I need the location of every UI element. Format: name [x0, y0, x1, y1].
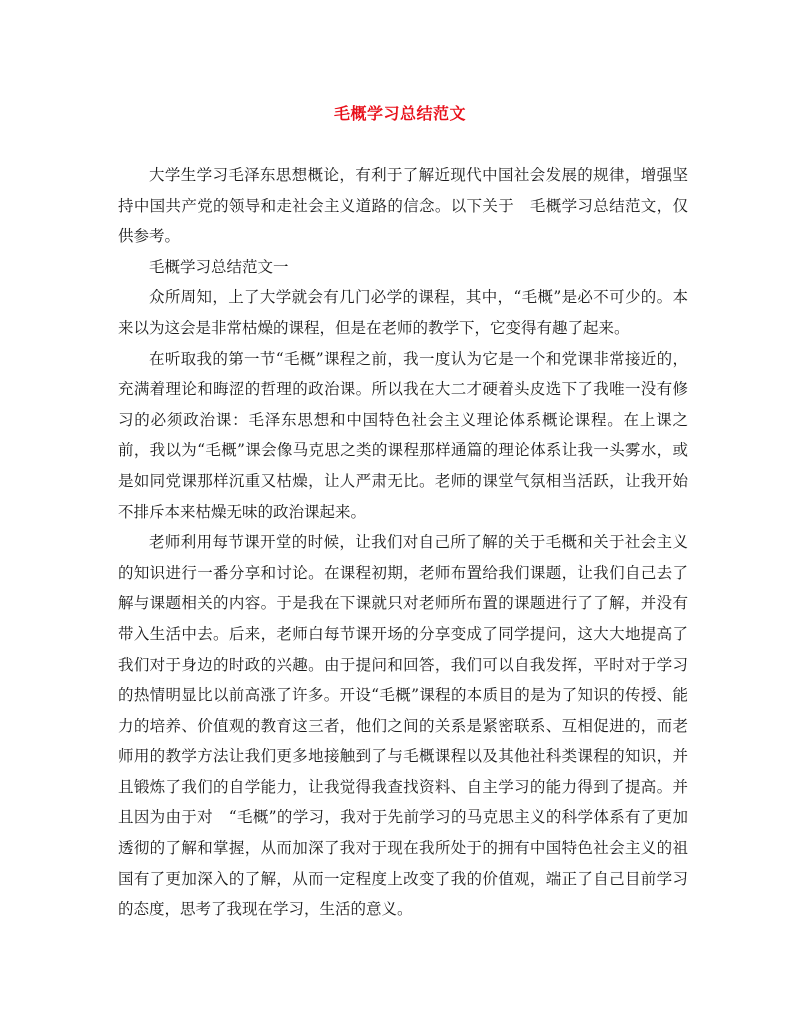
document-body: [118, 160, 688, 925]
body-paragraph: 在听取我的第一节“毛概”课程之前，我一度认为它是一个和党课非常接近的，充满着理论和晦涩的哲理的政治课。所以我在大二才硬着头皮选下了我唯一没有修习的必须政治课：毛泽东思想和中国特色社会主义理论体系概论课程。在上课之前，我以为“毛概”课会像马克思之类的课程那样通篇的理论体系让我一头雾水，或是如同党课那样沉重又枯燥，让人严肃无比。老师的课堂气氛相当活跃，让我开始不排斥本来枯燥无味的政治课起来。: [118, 349, 688, 521]
intro-paragraph: 大学生学习毛泽东思想概论，有利于了解近现代中国社会发展的规律，增强坚持中国共产党的领导和走社会主义道路的信念。以下关于 毛概学习总结范文，仅供参考。: [118, 166, 688, 246]
section-heading: 毛概学习总结范文一: [149, 257, 289, 276]
body-paragraph: 众所周知，上了大学就会有几门必学的课程，其中，“毛概”是必不可少的。本来以为这会是非常枯燥的课程，但是在老师的教学下，它变得有趣了起来。: [118, 288, 688, 337]
body-paragraph: 老师利用每节课开堂的时候，让我们对自己所了解的关于毛概和关于社会主义的知识进行一番分享和讨论。在课程初期，老师布置给我们课题，让我们自己去了解与课题相关的内容。于是我在下课就只对老师所布置的课题进行了了解，并没有带入生活中去。后来，老师白每节课开场的分享变成了同学提问，这大大地提高了我们对于身边的时政的兴趣。由于提问和回答，我们可以自我发挥，平时对于学习的热情明显比以前高涨了许多。开设“毛概”课程的本质目的是为了知识的传授、能力的培养、价值观的教育这三者，他们之间的关系是紧密联系、互相促进的，而老师用的教学方法让我们更多地接触到了与毛概课程以及其他社科类课程的知识，并且锻炼了我们的自学能力，让我觉得我查找资料、自主学习的能力得到了提高。并且因为由于对 “毛概”的学习，我对于先前学习的马克思主义的科学体系有了更加透彻的了解和掌握，从而加深了我对于现在我所处于的拥有中国特色社会主义的祖国有了更加深入的了解，从而一定程度上改变了我的价值观，端正了自己目前学习的态度，思考了我现在学习，生活的意义。: [118, 533, 688, 919]
document-title: 毛概学习总结范文: [333, 104, 466, 123]
